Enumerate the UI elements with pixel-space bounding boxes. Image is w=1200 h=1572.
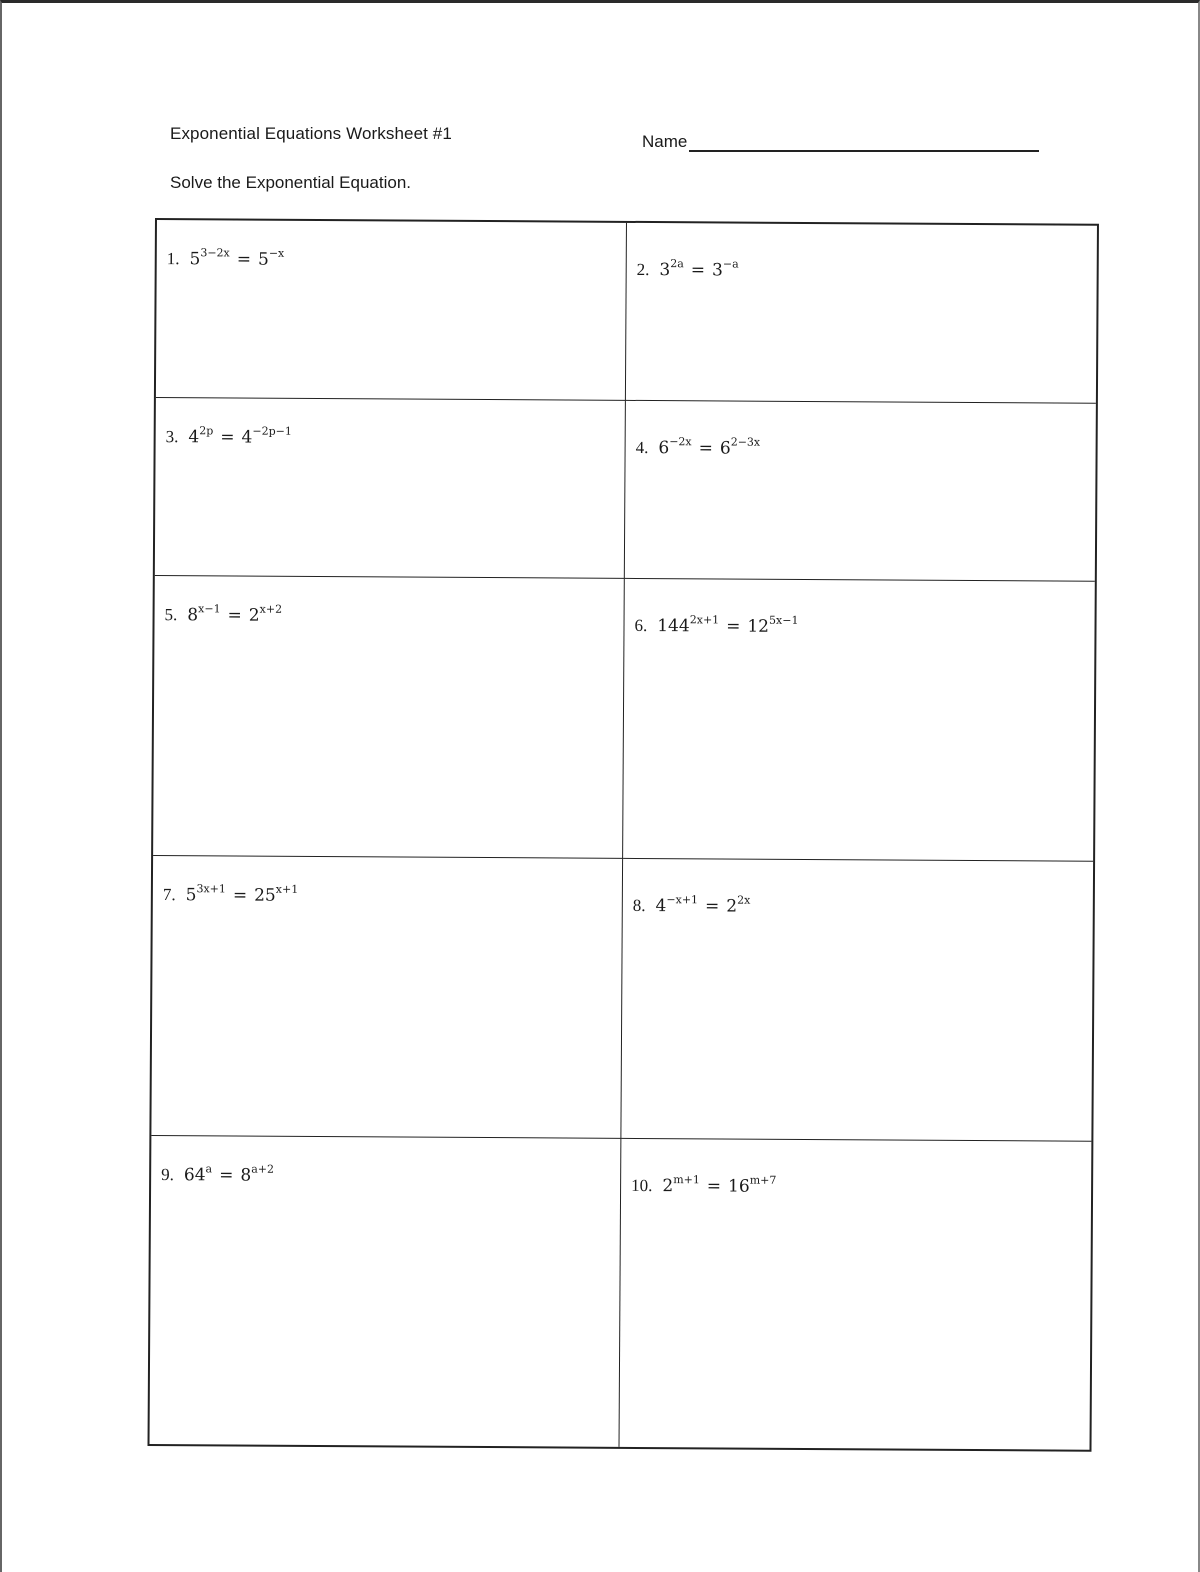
equals-sign: =	[726, 616, 741, 637]
right-exponent: −2p−1	[252, 424, 292, 438]
name-field	[642, 130, 1039, 152]
equals-sign: =	[220, 427, 235, 448]
equals-sign: =	[690, 260, 706, 281]
problem-cell-7[interactable]	[151, 856, 623, 1139]
problem-number: 10.	[631, 1175, 653, 1196]
problem-4	[636, 435, 761, 459]
problem-number: 3.	[165, 427, 179, 447]
right-base: 25	[254, 885, 276, 906]
right-exponent: 2−3x	[730, 435, 761, 449]
problem-cell-3[interactable]	[155, 398, 626, 579]
problem-number: 2.	[636, 259, 650, 280]
right-exponent: 2x	[737, 893, 751, 907]
left-exponent: 2x+1	[689, 613, 720, 627]
equals-sign: =	[219, 1165, 234, 1186]
problem-8	[633, 893, 751, 917]
left-exponent: x−1	[198, 602, 221, 616]
left-base: 64	[183, 1165, 206, 1186]
right-exponent: −a	[722, 257, 739, 271]
equals-sign: =	[698, 438, 713, 459]
left-base: 144	[657, 616, 690, 637]
problem-cell-10[interactable]	[620, 1139, 1092, 1450]
equals-sign: =	[704, 896, 720, 917]
right-base: 5	[257, 249, 269, 270]
left-exponent: −2x	[669, 435, 692, 449]
left-base: 2	[662, 1176, 674, 1197]
problem-5	[165, 602, 283, 626]
problem-cell-8[interactable]	[621, 859, 1093, 1142]
equals-sign: =	[236, 249, 252, 270]
problem-cell-4[interactable]	[625, 401, 1096, 582]
problem-cell-6[interactable]	[623, 579, 1095, 862]
left-base: 3	[659, 260, 671, 281]
problem-number: 8.	[632, 895, 646, 916]
left-base: 4	[655, 896, 667, 917]
left-exponent: m+1	[673, 1173, 700, 1187]
right-exponent: 5x−1	[769, 613, 799, 627]
left-exponent: 3x+1	[196, 882, 226, 896]
problem-10	[631, 1173, 776, 1197]
problem-number: 1.	[166, 249, 180, 269]
left-base: 4	[188, 427, 200, 448]
right-base: 8	[240, 1165, 252, 1186]
right-exponent: −x	[268, 246, 285, 260]
equals-sign: =	[232, 885, 248, 906]
problem-number: 6.	[634, 615, 648, 636]
instructions: Solve the Exponential Equation.	[170, 173, 412, 192]
problem-number: 4.	[635, 437, 649, 458]
right-exponent: a+2	[251, 1162, 275, 1176]
left-base: 5	[185, 885, 197, 906]
name-blank-line[interactable]	[689, 130, 1039, 152]
problem-cell-2[interactable]	[626, 223, 1097, 404]
problem-7	[163, 882, 298, 906]
problem-6	[634, 613, 798, 637]
right-exponent: x+2	[259, 602, 283, 616]
problem-grid	[147, 218, 1098, 1452]
problem-cell-1[interactable]	[156, 220, 627, 401]
name-label: Name	[642, 132, 688, 151]
problem-number: 7.	[162, 885, 176, 905]
left-exponent: 3−2x	[200, 246, 230, 260]
right-exponent: x+1	[275, 882, 299, 896]
problem-cell-5[interactable]	[153, 576, 625, 859]
left-base: 6	[658, 438, 670, 459]
left-base: 5	[189, 249, 201, 270]
problem-number: 5.	[164, 605, 178, 625]
right-exponent: m+7	[749, 1173, 777, 1187]
problem-1	[167, 246, 285, 270]
worksheet-title: Exponential Equations Worksheet #1	[170, 124, 452, 143]
problem-2	[637, 257, 739, 281]
right-base: 16	[728, 1176, 750, 1197]
problem-number: 9.	[161, 1165, 174, 1185]
equals-sign: =	[227, 605, 242, 626]
right-base: 12	[747, 616, 770, 637]
left-exponent: 2a	[670, 257, 684, 271]
right-base: 2	[248, 605, 260, 626]
left-exponent: 2p	[199, 424, 214, 438]
problem-cell-9[interactable]	[150, 1136, 622, 1447]
left-exponent: −x+1	[666, 893, 699, 907]
problem-3	[166, 424, 292, 448]
problem-9	[161, 1162, 274, 1186]
right-base: 2	[726, 896, 738, 917]
right-base: 4	[241, 427, 253, 448]
right-base: 6	[719, 438, 731, 459]
left-exponent: a	[205, 1162, 213, 1176]
equals-sign: =	[706, 1176, 722, 1197]
left-base: 8	[187, 605, 199, 626]
right-base: 3	[712, 260, 723, 281]
